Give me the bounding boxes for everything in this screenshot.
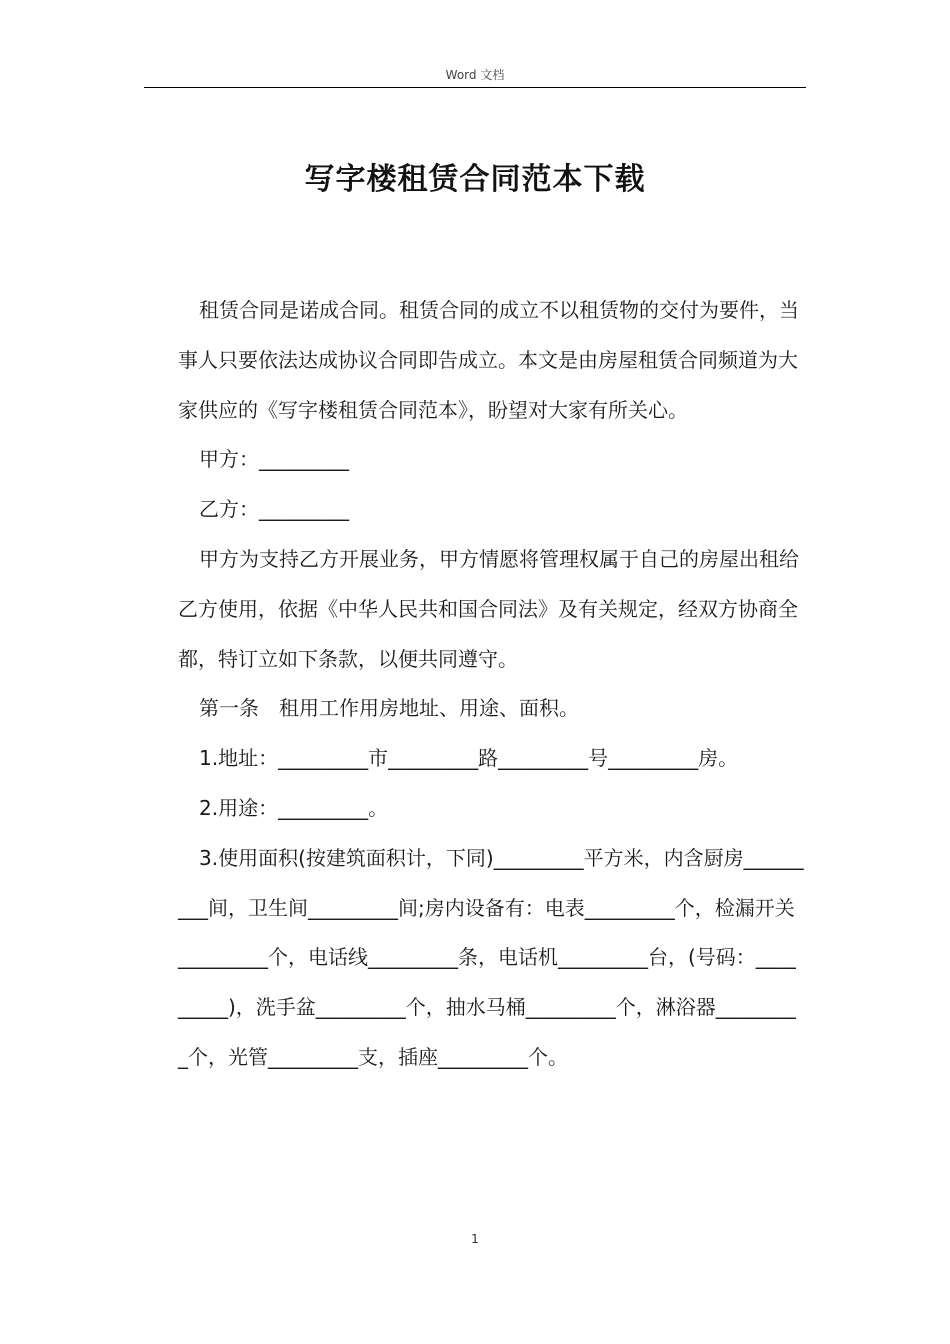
page-number: 1 (471, 1232, 479, 1246)
party-a-line: 甲方：_________ (199, 447, 349, 472)
header-divider (144, 87, 806, 88)
article-one-heading: 第一条 租用工作用房地址、用途、面积。 (199, 696, 579, 721)
page-header-label: Word 文档 (445, 68, 505, 82)
intro-paragraph: 租赁合同是诺成合同。租赁合同的成立不以租赁物的交付为要件，当事人只要依法达成协议合同即告成立。本文是由房屋租赁合同频道为大家供应的《写字楼租赁合同范本》，盼望对大家有所关心。 (178, 298, 799, 422)
clause-purpose: 2.用途：_________。 (199, 795, 389, 820)
document-body (178, 286, 804, 1083)
agreement-paragraph: 甲方为支持乙方开展业务，甲方情愿将管理权属于自己的房屋出租给乙方使用，依据《中华人民共和国合同法》及有关规定，经双方协商全都，特订立如下条款，以便共同遵守。 (178, 546, 799, 671)
document-title: 写字楼租赁合同范本下载 (304, 162, 646, 197)
clause-area-equipment: 3.使用面积(按建筑面积计，下同)_________平方米，内含厨房_________间，卫生间_________间;房内设备有：电表_________个，检漏开关_________个，电话线_________条，电话机_________台，(号码：_________)，洗手盆_________个，抽水马桶_________个，淋浴器_________个，光管_________支，插座_________个。 (178, 845, 804, 1069)
clause-address: 1.地址：_________市_________路_________号_________房。 (199, 746, 739, 771)
party-b-line: 乙方：_________ (199, 497, 349, 522)
